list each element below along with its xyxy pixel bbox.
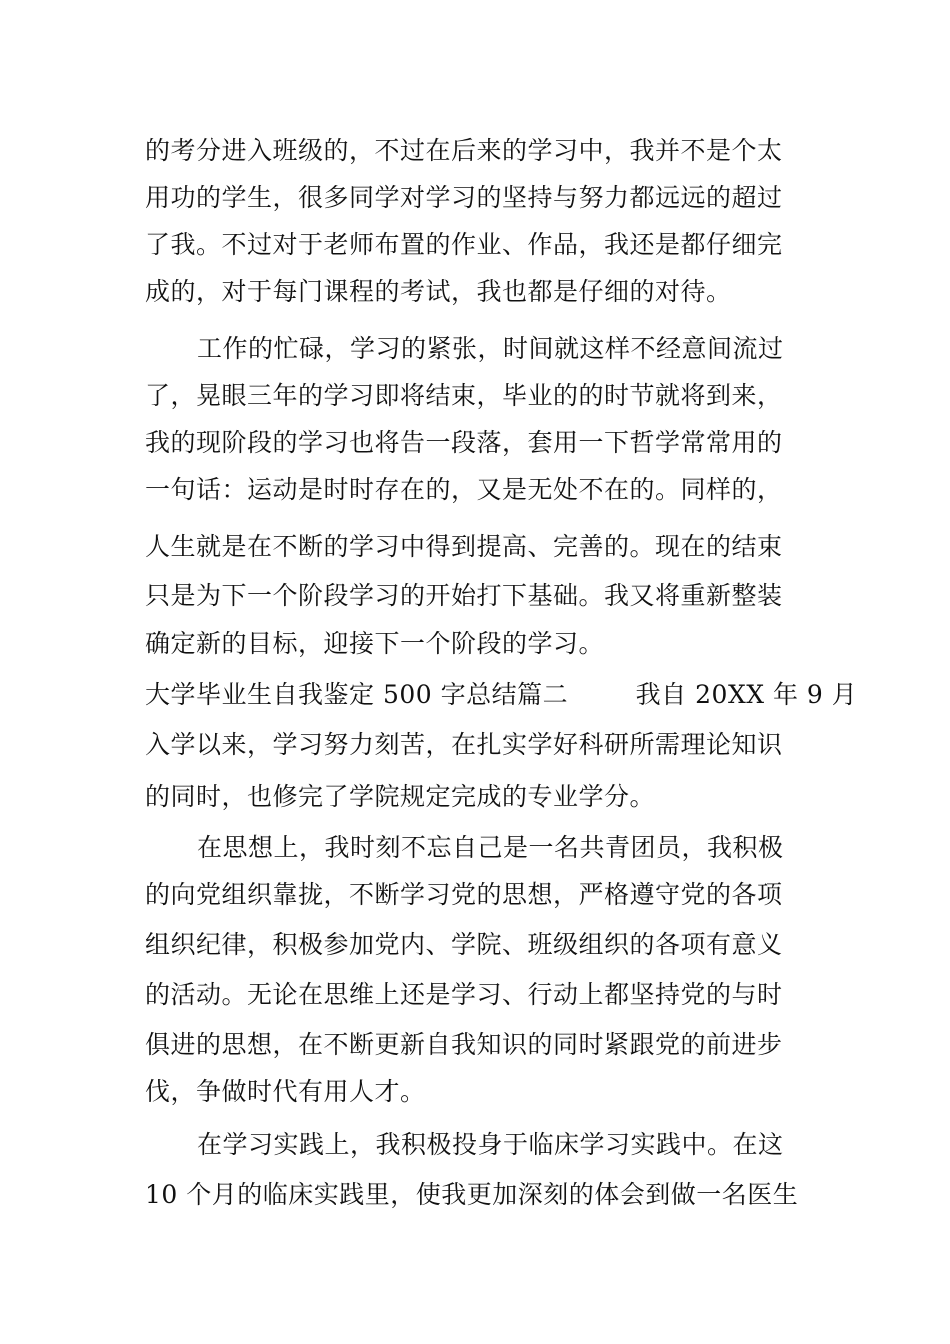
text-line: 只是为下一个阶段学习的开始打下基础。我又将重新整装 — [145, 581, 783, 610]
text-line: 人生就是在不断的学习中得到提高、完善的。现在的结束 — [145, 532, 783, 561]
text-line: 的考分进入班级的，不过在后来的学习中，我并不是个太 — [145, 136, 783, 165]
text-line: 用功的学生，很多同学对学习的坚持与努力都远远的超过 — [145, 183, 783, 212]
paragraph-first-line: 在学习实践上，我积极投身于临床学习实践中。在这 — [197, 1130, 784, 1159]
paragraph-first-line: 在思想上，我时刻不忘自己是一名共青团员，我积极 — [197, 833, 784, 862]
text-line: 俱进的思想，在不断更新自我知识的同时紧跟党的前进步 — [145, 1030, 783, 1059]
text-line: 确定新的目标，迎接下一个阶段的学习。 — [145, 629, 605, 658]
text-line: 我的现阶段的学习也将告一段落，套用一下哲学常常用的 — [145, 428, 783, 457]
text-line: 的活动。无论在思维上还是学习、行动上都坚持党的与时 — [145, 980, 783, 1009]
text-line: 成的，对于每门课程的考试，我也都是仔细的对待。 — [145, 277, 732, 306]
text-line: 伐，争做时代有用人才。 — [145, 1077, 426, 1106]
text-line: 了我。不过对于老师布置的作业、作品，我还是都仔细完 — [145, 230, 783, 259]
text-line: 组织纪律，积极参加党内、学院、班级组织的各项有意义 — [145, 930, 783, 959]
text-line: 的向党组织靠拢，不断学习党的思想，严格遵守党的各项 — [145, 880, 783, 909]
section-heading-line: 大学毕业生自我鉴定 500 字总结篇二 我自 20XX 年 9 月 — [145, 680, 858, 709]
text-line: 了，晃眼三年的学习即将结束，毕业的的时节就将到来， — [145, 381, 783, 410]
paragraph-first-line: 工作的忙碌，学习的紧张，时间就这样不经意间流过 — [197, 334, 784, 363]
text-line: 入学以来，学习努力刻苦，在扎实学好科研所需理论知识 — [145, 730, 783, 759]
text-line: 10 个月的临床实践里，使我更加深刻的体会到做一名医生 — [145, 1180, 799, 1209]
text-line: 一句话：运动是时时存在的，又是无处不在的。同样的， — [145, 475, 783, 504]
text-line: 的同时，也修完了学院规定完成的专业学分。 — [145, 782, 656, 811]
